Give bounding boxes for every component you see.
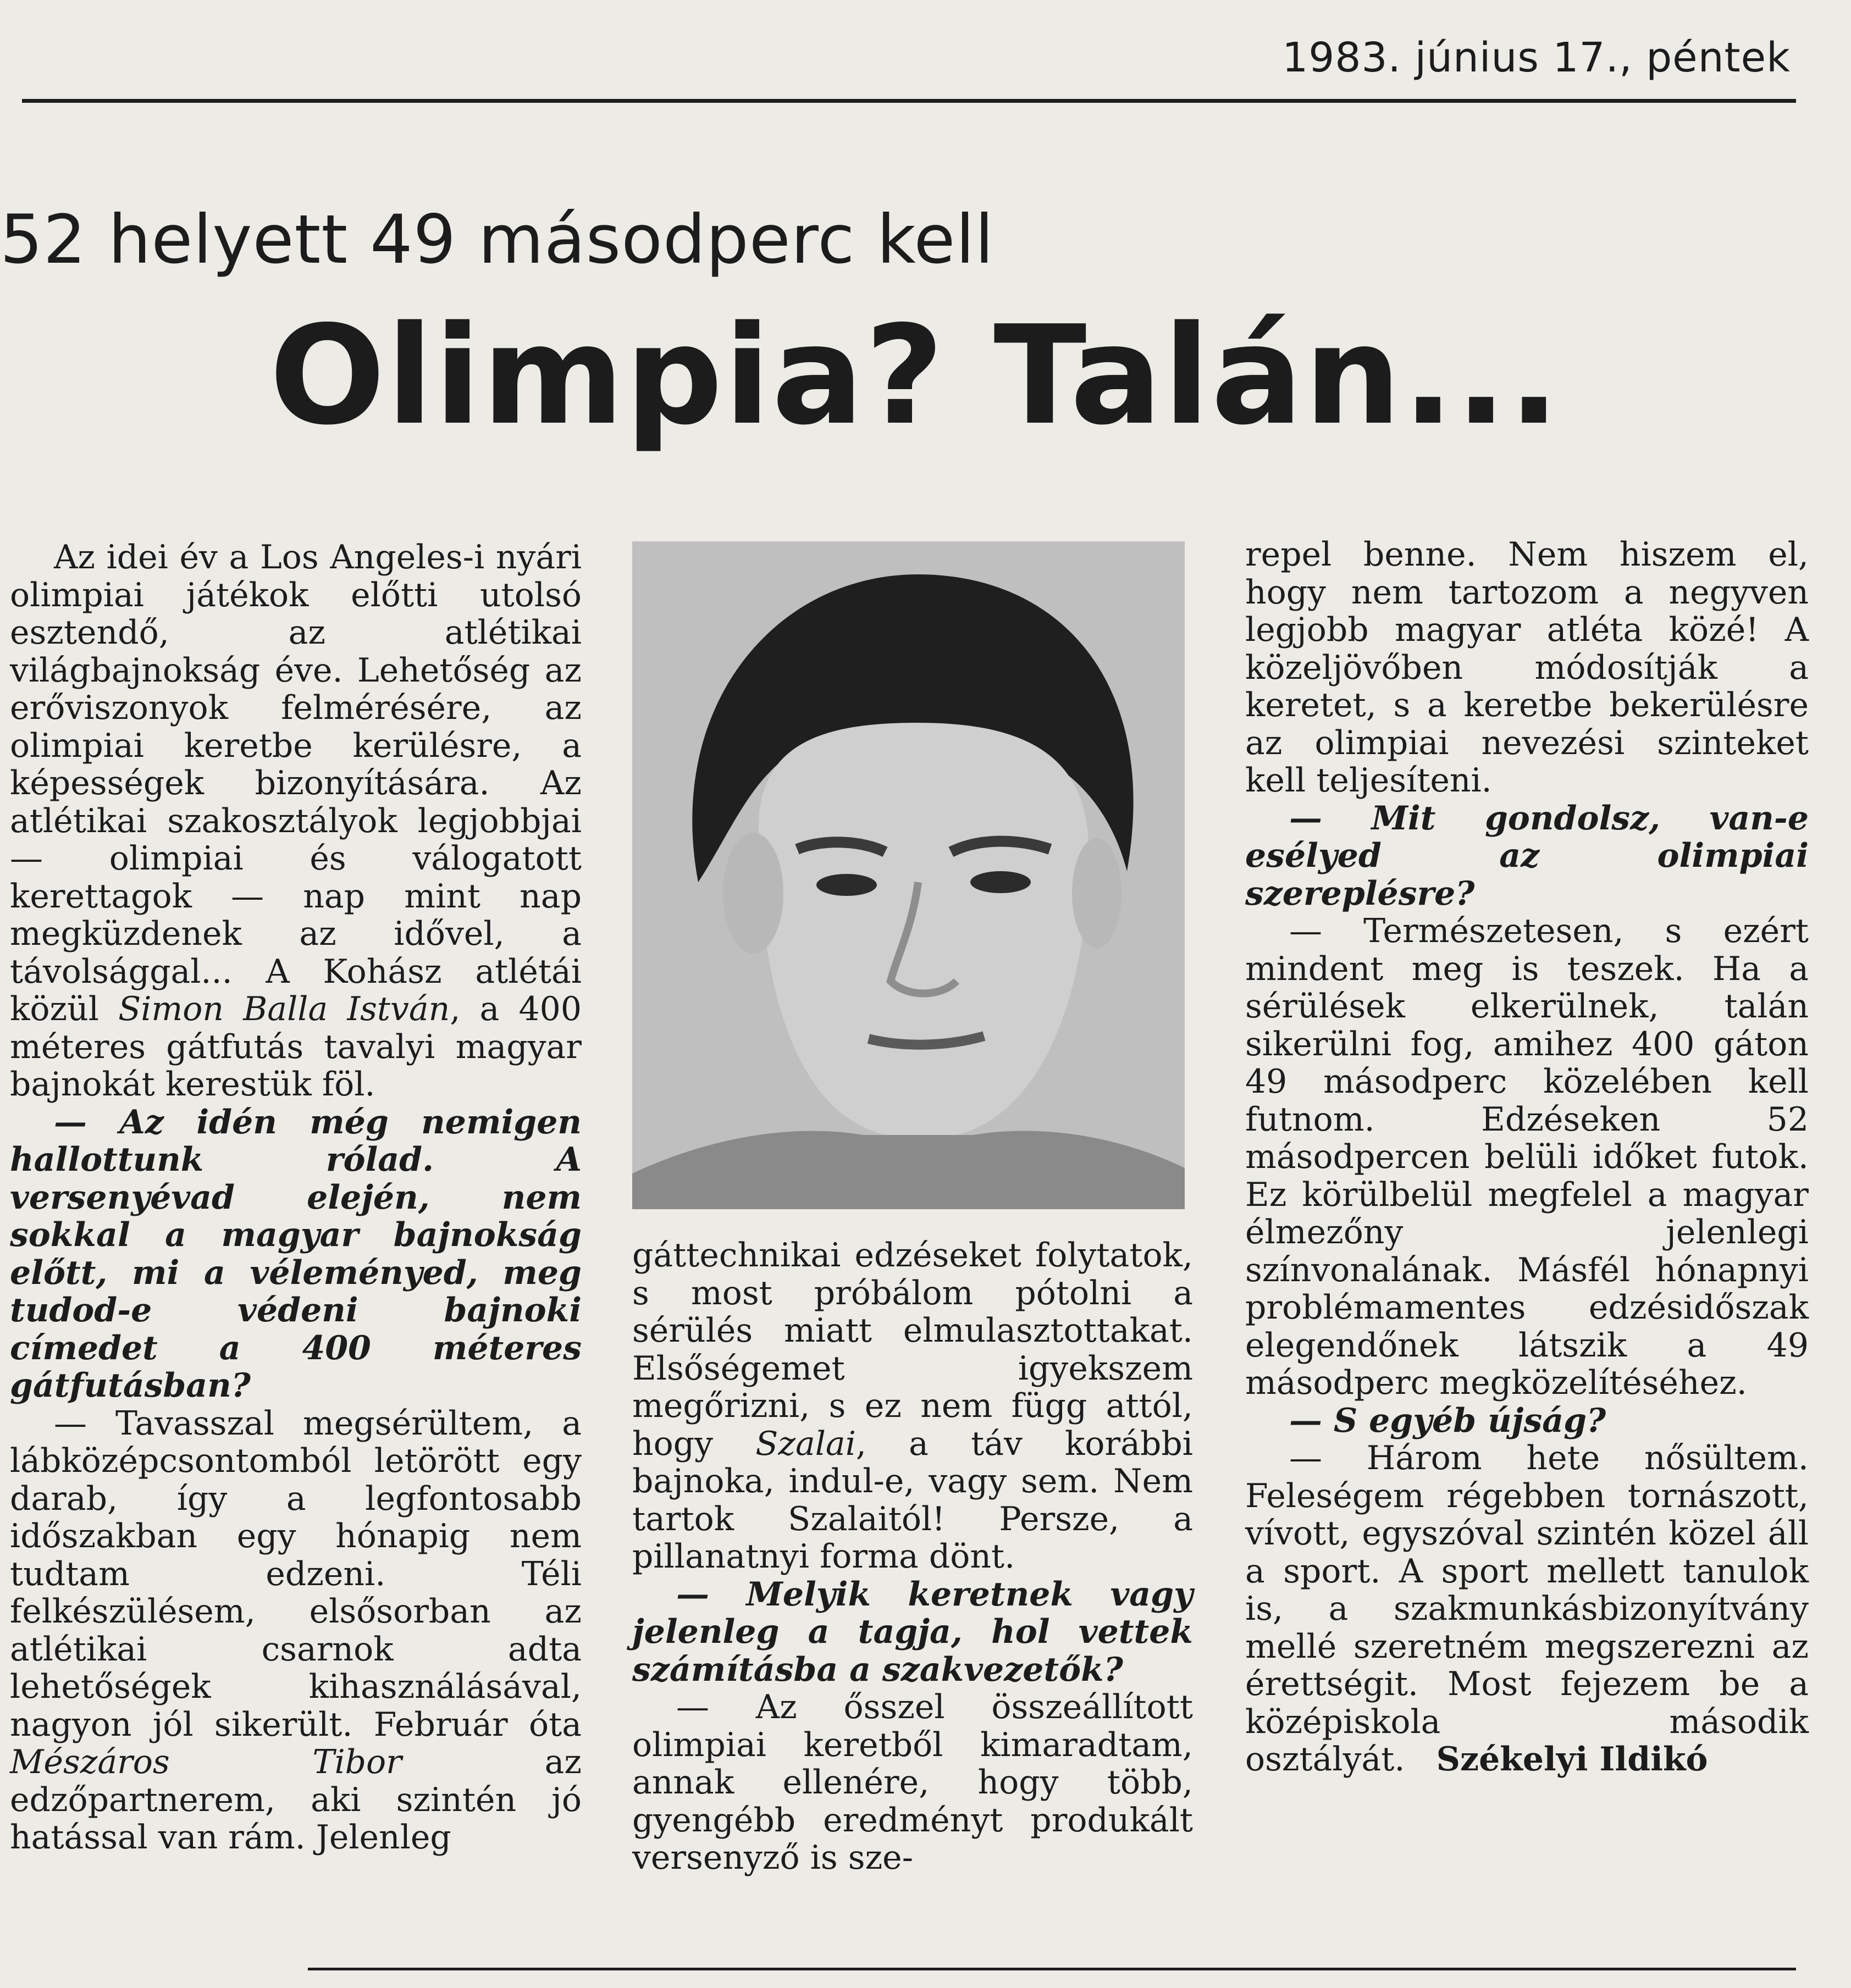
coach-name: Mészáros Tibor <box>10 1743 402 1781</box>
answer-4 <box>1245 1439 1809 1779</box>
question-3: — Mit gondolsz, van-e esélyed az olimpiai szereplésre? <box>1245 799 1809 913</box>
portrait-photo <box>632 541 1185 1209</box>
intro-text-end: , a 400 méteres gátfutás tavalyi magyar bajnokát kerestük föl. <box>10 990 582 1104</box>
author-byline: Székelyi Ildikó <box>1436 1740 1708 1779</box>
question-4: — S egyéb újság? <box>1289 1401 1606 1440</box>
article-column-middle <box>632 1237 1193 1877</box>
dateline: 1983. június 17., péntek <box>1282 34 1791 81</box>
portrait-icon <box>632 541 1185 1209</box>
answer-1-continued <box>632 1237 1193 1576</box>
answer-3: — Természetesen, s ezért mindent meg is teszek. Ha a sérülések elkerülnek, talán sikerülni fog, amihez 400 gáton 49 másodperc közelében kell futnom. Edzéseken 52 másodpercen belüli időket futok. Ez körülbelül megfelel a magyar élmezőny jelenlegi színvonalának. Másfél hónapnyi problémamentes edzésidőszak elegendőnek látszik a 49 másodperc megközelítéséhez. <box>1245 912 1809 1402</box>
answer-2-continued: repel benne. Nem hiszem el, hogy nem tartozom a negyven legjobb magyar atléta közé! A közeljövőben módosítják a keretet, s a keretbe bekerülésre az olimpiai nevezési szinteket kell teljesíteni. <box>1245 535 1809 800</box>
article-column-right <box>1245 536 1809 1779</box>
intro-paragraph <box>10 539 582 1104</box>
answer-1-cont-end: , a táv korábbi bajnoka, indul-e, vagy sem. Nem tartok Szalaitól! Persze, a pillanatnyi forma dönt. <box>632 1424 1193 1576</box>
answer-1-text: — Tavasszal megsérültem, a lábközépcsontomból letörött egy darab, így a legfontosabb időszakban egy hónapig nem tudtam edzeni. Téli felkészülésem, elsősorban az atlétikai csarnok adta lehetőségek kihasználásával, nagyon jól sikerült. Február óta <box>10 1404 582 1744</box>
intro-text: Az idei év a Los Angeles-i nyári olimpiai játékok előtti utolsó esztendő, az atlétikai világbajnokság éve. Lehetőség az erőviszonyok felmérésére, az olimpiai keretbe kerülésre, a képességek bizonyítására. Az atlétikai szakosztályok legjobbjai — olimpiai és válogatott kerettagok — nap mint nap megküzdenek az idővel, a távolsággal... A Kohász atlétái közül <box>10 538 582 1028</box>
athlete-name: Simon Balla István <box>118 990 450 1028</box>
kicker-headline: 52 helyett 49 másodperc kell <box>0 201 994 279</box>
question-1: — Az idén még nemigen hallottunk rólad. A versenyévad elején, nem sokkal a magyar bajnokság előtt, mi a véleményed, meg tudod-e védeni bajnoki címedet a 400 méteres gátfutásban? <box>10 1103 582 1405</box>
rival-name: Szalai <box>755 1424 856 1463</box>
article-column-left <box>10 539 582 1857</box>
question-2: — Melyik keretnek vagy jelenleg a tagja, hol vettek számításba a szakvezetők? <box>632 1575 1193 1689</box>
bottom-rule <box>308 1968 1796 1970</box>
main-headline: Olimpia? Talán... <box>269 297 1561 455</box>
answer-1-text-end: az edzőpartnerem, aki szintén jó hatással van rám. Jelenleg <box>10 1743 582 1857</box>
answer-4-text: — Három hete nősültem. Feleségem régebben tornászott, vívott, egyszóval szintén közel áll a sport. A sport mellett tanulok is, a szakmunkásbizonyítvány mellé szeretném megszerezni az érettségit. Most fejezem be a középiskola második osztályát. <box>1245 1439 1809 1779</box>
answer-1 <box>10 1405 582 1857</box>
answer-2: — Az ősszel összeállított olimpiai keretből kimaradtam, annak ellenére, hogy több, gyengébb eredményt produkált versenyző is sze- <box>632 1688 1193 1877</box>
answer-1-cont-text: gáttechnikai edzéseket folytatok, s most próbálom pótolni a sérülés miatt elmulasztottakat. Elsőségemet igyekszem megőrizni, s ez nem függ attól, hogy <box>632 1236 1193 1463</box>
top-rule <box>22 99 1796 103</box>
